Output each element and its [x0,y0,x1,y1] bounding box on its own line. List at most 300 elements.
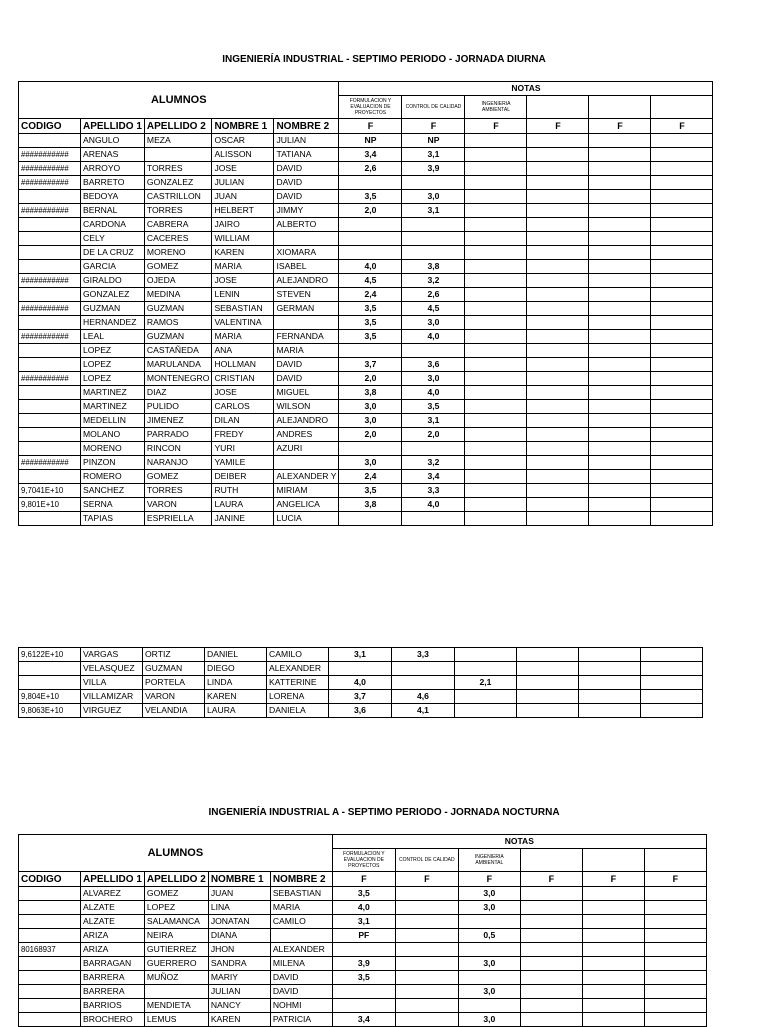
student-name-cell: SALAMANCA [144,915,208,929]
grade-cell: 3,5 [332,887,395,901]
student-name-cell: BARRERA [81,985,145,999]
student-name-cell: LOPEZ [81,344,145,358]
table-row [19,344,713,358]
grade-cell [644,999,706,1013]
grade-cell: 3,2 [402,456,465,470]
student-name-cell: SANCHEZ [81,484,145,498]
grade-cell [527,246,589,260]
student-name-cell: BROCHERO [81,1013,145,1027]
grade-cell [465,134,527,148]
student-name-cell: DE LA CRUZ [81,246,145,260]
student-code-cell: ########### [19,176,81,190]
grade-cell: 3,4 [332,1013,395,1027]
alumnos-header: ALUMNOS [19,835,333,872]
student-name-cell: ALEXANDER [270,943,332,957]
grade-cell [520,901,582,915]
student-name-cell: BARRIOS [81,999,145,1013]
student-name-cell: LINDA [205,676,267,690]
grade-cell [402,176,465,190]
student-code-cell: ########### [19,204,81,218]
student-code-cell: ########### [19,330,81,344]
student-name-cell: CELY [81,232,145,246]
grade-cell [527,498,589,512]
table-row [19,971,707,985]
table-row [19,400,713,414]
student-code-cell [19,134,81,148]
student-name-cell: ALZATE [81,915,145,929]
grade-cell: 3,8 [402,260,465,274]
grade-cell: NP [339,134,402,148]
grade-cell [527,134,589,148]
student-name-cell: ORTIZ [143,648,205,662]
grade-cell [332,985,395,999]
grade-cell: PF [332,929,395,943]
grade-cell [582,901,644,915]
table-row [19,246,713,260]
grade-cell [465,302,527,316]
student-name-cell: GOMEZ [144,887,208,901]
student-code-cell [19,957,81,971]
grade-cell [392,676,455,690]
grade-cell [589,162,651,176]
grade-cell [651,484,713,498]
grade-cell: 2,6 [402,288,465,302]
grade-cell [465,428,527,442]
student-name-cell: GUZMAN [144,330,212,344]
student-name-cell: LUCIA [274,512,339,526]
student-name-cell: MARIA [212,260,274,274]
subject-header: INGENIERIA AMBIENTAL [458,849,520,872]
grade-cell [527,386,589,400]
student-name-cell [274,232,339,246]
student-name-cell: JUAN [212,190,274,204]
column-header: NOMBRE 1 [208,872,270,887]
grade-cell [395,943,458,957]
grade-cell [527,456,589,470]
grade-cell: 3,9 [402,162,465,176]
student-name-cell: DAVID [270,971,332,985]
table-row [19,662,703,676]
student-name-cell: NOHMI [270,999,332,1013]
grade-cell [517,662,579,676]
student-name-cell: VARON [144,498,212,512]
student-name-cell: JIMENEZ [144,414,212,428]
table-row [19,901,707,915]
column-header: NOMBRE 1 [212,119,274,134]
grade-cell [465,456,527,470]
table-row [19,134,713,148]
student-name-cell: KATTERINE [267,676,329,690]
student-code-cell [19,428,81,442]
grade-cell [465,386,527,400]
grade-cell: 3,0 [402,316,465,330]
grade-cell [644,887,706,901]
student-name-cell: HOLLMAN [212,358,274,372]
grade-cell [651,344,713,358]
student-name-cell: PORTELA [143,676,205,690]
grade-cell [465,232,527,246]
student-code-cell [19,358,81,372]
student-name-cell: GONZALEZ [144,176,212,190]
grade-cell [589,512,651,526]
grade-cell [651,260,713,274]
student-name-cell: MOLANO [81,428,145,442]
grade-cell [641,662,703,676]
grade-cell [589,414,651,428]
grade-cell [465,512,527,526]
grade-cell [589,372,651,386]
grade-cell [644,971,706,985]
table-row [19,512,713,526]
student-name-cell: GARCIA [81,260,145,274]
column-header-row [19,119,713,134]
student-name-cell: PARRADO [144,428,212,442]
student-name-cell: LOPEZ [81,372,145,386]
column-header: F [582,872,644,887]
grade-cell [402,246,465,260]
student-name-cell: LINA [208,901,270,915]
grade-cell [651,400,713,414]
grade-cell [402,344,465,358]
grade-cell [527,190,589,204]
grade-cell: 4,5 [339,274,402,288]
student-name-cell: MILENA [270,957,332,971]
student-name-cell: ISABEL [274,260,339,274]
grade-cell [651,148,713,162]
student-name-cell: DAVID [274,372,339,386]
grade-cell: 3,4 [402,470,465,484]
grade-cell: 3,0 [458,887,520,901]
grade-cell: 4,0 [402,386,465,400]
column-header: F [589,119,651,134]
grade-cell [644,943,706,957]
student-name-cell: VARON [143,690,205,704]
grade-cell [582,1013,644,1027]
notas-header: NOTAS [339,82,713,96]
grade-cell [527,358,589,372]
grade-cell: 3,7 [329,690,392,704]
grade-cell [651,330,713,344]
grade-cell [455,648,517,662]
grade-cell [402,512,465,526]
grade-cell [644,985,706,999]
student-code-cell: ########### [19,162,81,176]
grade-cell [465,358,527,372]
subject-header [582,849,644,872]
student-name-cell: JULIAN [274,134,339,148]
grade-cell [395,985,458,999]
student-name-cell: MIGUEL [274,386,339,400]
student-name-cell: BARRAGAN [81,957,145,971]
student-name-cell: LAURA [205,704,267,718]
grade-cell [517,704,579,718]
student-name-cell: ARIZA [81,929,145,943]
student-name-cell: VELASQUEZ [81,662,143,676]
column-header: F [339,119,402,134]
grade-cell [651,134,713,148]
grade-cell [644,1013,706,1027]
grade-cell [651,372,713,386]
grade-cell [589,288,651,302]
student-name-cell: JULIAN [212,176,274,190]
student-name-cell: TAPIAS [81,512,145,526]
table-row [19,316,713,330]
student-name-cell: YURI [212,442,274,456]
student-name-cell: ANGULO [81,134,145,148]
section-title-nocturna: INGENIERÍA INDUSTRIAL A - SEPTIMO PERIODO - JORNADA NOCTURNA [208,807,560,818]
column-header: APELLIDO 2 [144,872,208,887]
grade-cell [465,176,527,190]
grade-cell [395,887,458,901]
student-name-cell: HELBERT [212,204,274,218]
student-name-cell: VIRGUEZ [81,704,143,718]
student-name-cell: ALEXANDER Y [274,470,339,484]
student-name-cell: GIRALDO [81,274,145,288]
student-name-cell: JUAN [208,887,270,901]
student-name-cell: DAVID [274,176,339,190]
table-row [19,162,713,176]
student-name-cell: WILLIAM [212,232,274,246]
student-code-cell [19,887,81,901]
table-row [19,302,713,316]
grade-cell [465,372,527,386]
table-row [19,915,707,929]
grade-cell [644,929,706,943]
student-name-cell: GUZMAN [144,302,212,316]
grade-cell [651,386,713,400]
table-row [19,414,713,428]
subject-header [589,96,651,119]
grade-cell [589,134,651,148]
grade-cell: 3,0 [402,190,465,204]
grades-table-diurna-continued [18,647,703,718]
student-name-cell: RUTH [212,484,274,498]
grade-cell: 3,8 [339,386,402,400]
grade-cell [589,358,651,372]
grade-cell [579,704,641,718]
student-name-cell: DAVID [270,985,332,999]
student-code-cell: 9,804E+10 [19,690,81,704]
grade-cell [465,316,527,330]
grade-cell [589,246,651,260]
column-header: APELLIDO 1 [81,119,145,134]
grade-cell [527,218,589,232]
grade-cell [527,428,589,442]
table-row [19,428,713,442]
column-header: APELLIDO 2 [144,119,212,134]
student-name-cell: KAREN [212,246,274,260]
student-code-cell [19,999,81,1013]
student-code-cell: 9,7041E+10 [19,484,81,498]
grade-cell [527,204,589,218]
grade-cell [520,971,582,985]
student-name-cell: JANINE [212,512,274,526]
grade-cell [644,957,706,971]
subject-header: CONTROL DE CALIDAD [402,96,465,119]
table-row [19,386,713,400]
grade-cell [582,887,644,901]
student-name-cell: ALEJANDRO [274,414,339,428]
grade-cell [339,232,402,246]
student-name-cell [274,456,339,470]
grade-cell [520,943,582,957]
student-name-cell: LEMUS [144,1013,208,1027]
student-name-cell: MEZA [144,134,212,148]
grade-cell [465,498,527,512]
grade-cell [465,484,527,498]
header-row-notas [19,82,713,96]
grade-cell [527,512,589,526]
grade-cell [651,190,713,204]
grade-cell [527,344,589,358]
grade-cell [589,386,651,400]
grade-cell [582,915,644,929]
grade-cell: 2,4 [339,288,402,302]
grade-cell [527,330,589,344]
grade-cell [329,662,392,676]
grade-cell: 2,6 [339,162,402,176]
grade-cell [465,148,527,162]
table-row [19,498,713,512]
student-name-cell: VELANDIA [143,704,205,718]
table-row [19,985,707,999]
student-name-cell: CAMILO [270,915,332,929]
student-code-cell [19,260,81,274]
student-name-cell: MARIA [274,344,339,358]
grade-cell [589,344,651,358]
student-name-cell: DIAZ [144,386,212,400]
table-row [19,929,707,943]
grade-cell: 3,1 [402,148,465,162]
grade-cell [465,400,527,414]
grade-cell [589,428,651,442]
student-code-cell: ########### [19,148,81,162]
student-name-cell: JIMMY [274,204,339,218]
grade-cell [651,288,713,302]
grade-cell [589,470,651,484]
student-name-cell: BARRETO [81,176,145,190]
grade-cell [465,162,527,176]
grade-cell [651,218,713,232]
student-name-cell: ALVAREZ [81,887,145,901]
grade-cell [465,442,527,456]
subject-header [651,96,713,119]
grade-cell: 3,5 [339,330,402,344]
notas-header: NOTAS [332,835,706,849]
grade-cell: 3,5 [332,971,395,985]
grade-cell [339,442,402,456]
student-name-cell: MONTENEGRO [144,372,212,386]
student-name-cell: ANA [212,344,274,358]
grade-cell [527,148,589,162]
grade-cell [589,260,651,274]
student-name-cell: LOPEZ [81,358,145,372]
student-name-cell: MEDELLIN [81,414,145,428]
alumnos-header: ALUMNOS [19,82,339,119]
student-name-cell: ROMERO [81,470,145,484]
table-row [19,456,713,470]
student-name-cell: TORRES [144,484,212,498]
student-name-cell: OSCAR [212,134,274,148]
student-name-cell: KAREN [208,1013,270,1027]
grade-cell [589,190,651,204]
student-name-cell: MIRIAM [274,484,339,498]
grade-cell [402,232,465,246]
grade-cell [589,176,651,190]
student-code-cell [19,190,81,204]
table-row [19,957,707,971]
student-name-cell: ARROYO [81,162,145,176]
grade-cell [520,887,582,901]
grade-cell: 2,1 [455,676,517,690]
student-code-cell [19,344,81,358]
grade-cell: 2,0 [339,204,402,218]
grade-cell [579,676,641,690]
grade-cell [582,957,644,971]
grade-cell [527,400,589,414]
grade-cell [465,274,527,288]
student-name-cell: DILAN [212,414,274,428]
student-name-cell: HERNANDEZ [81,316,145,330]
grade-cell: 3,0 [339,414,402,428]
grade-cell [527,176,589,190]
student-name-cell: RAMOS [144,316,212,330]
table-row [19,372,713,386]
grade-cell: 3,0 [339,456,402,470]
grade-cell: 4,0 [339,260,402,274]
grade-cell [641,648,703,662]
column-header: F [395,872,458,887]
student-name-cell: DAVID [274,162,339,176]
student-name-cell: MORENO [81,442,145,456]
student-name-cell: ALZATE [81,901,145,915]
student-name-cell: GUZMAN [81,302,145,316]
student-name-cell: YAMILE [212,456,274,470]
grade-cell [465,218,527,232]
grade-cell [465,344,527,358]
column-header-row [19,872,707,887]
grade-cell [651,274,713,288]
grade-cell [520,957,582,971]
grade-cell [582,999,644,1013]
student-name-cell: CAMILO [267,648,329,662]
grade-cell [395,971,458,985]
student-name-cell: MENDIETA [144,999,208,1013]
grade-cell [641,690,703,704]
grade-cell [651,302,713,316]
grade-cell [458,971,520,985]
table-row [19,704,703,718]
header-row-notas [19,835,707,849]
subject-header: FORMULACION Y EVALUACION DE PROYECTOS [339,96,402,119]
grade-cell [589,274,651,288]
grade-cell: 3,5 [402,400,465,414]
student-code-cell [19,1013,81,1027]
student-name-cell [144,985,208,999]
student-name-cell: VALENTINA [212,316,274,330]
subject-header: INGENIERIA AMBIENTAL [465,96,527,119]
student-name-cell: GONZALEZ [81,288,145,302]
student-name-cell: DAVID [274,358,339,372]
table-row [19,260,713,274]
grade-cell [651,470,713,484]
student-name-cell: MARIA [212,330,274,344]
table-row [19,470,713,484]
student-code-cell [19,470,81,484]
student-code-cell [19,400,81,414]
table-row [19,148,713,162]
grade-cell: 3,5 [339,302,402,316]
